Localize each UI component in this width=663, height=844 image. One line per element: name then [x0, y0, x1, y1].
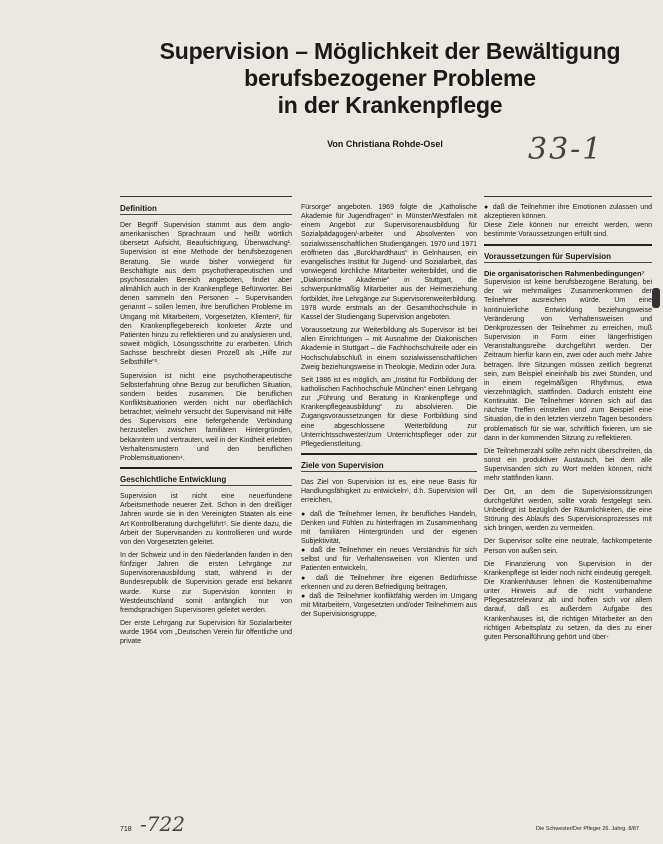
paragraph: Seit 1986 ist es möglich, am „Institut für Fortbildung der katholischen Fachhochschule München“ einen Lehrgang zur „Führung und Beratung in Krankenpflege und Krankenpflegeausbildung“ zu absolvieren. Die Zugangsvoraussetzungen für diese Fortbildung sind eine abgeschlossene Weiterbildung zur Unterrichtsschwester/zum Unterrichtspfleger oder zur Pflegedienstleitung. [301, 376, 477, 448]
title-line-2: berufsbezogener Probleme [244, 65, 536, 91]
paragraph: In der Schweiz und in den Niederlanden fanden in den fünfziger Jahren die ersten Lehrgänge zur Supervisorenausbildung statt, während in der Bundesrepublik die Supervision gerade erst bekannt wurde. Kurse zur Supervision konnten in Westdeutschland somit anfänglich nur von fremdsprachigen Supervisoren geleitet werden. [120, 552, 292, 614]
article-title [120, 38, 660, 119]
bullet-item: ● daß die Teilnehmer ihre eigenen Bedürfnisse erkennen und zu deren Befriedigung beitragen, [301, 574, 477, 591]
paragraph: Supervision ist nicht eine neuerfundene Arbeitsmethode neuerer Zeit. Schon in den dreißiger Jahren wurde sie in den Vereinigten Staaten als eine Art Kontrollberatung durchgeführt⁵. Sie diente dazu, die Arbeit der Supervisanden zu kontrollieren und wurde von den Vorgesetzten geleitet. [120, 493, 292, 546]
right-top-rule [484, 196, 652, 197]
divider [484, 262, 652, 263]
handwritten-page-number: -722 [140, 812, 185, 836]
journal-source: Die Schwester/Der Pfleger 26. Jahrg. 8/87 [536, 826, 640, 832]
divider [120, 467, 292, 469]
binding-mark [652, 288, 660, 308]
section-heading-history: Geschichtliche Entwicklung [120, 475, 227, 485]
paragraph: Supervision ist keine berufsbezogene Beratung, bei der wir mehrmaliges Zusammenkommen der Teilnehmer ausreichen würde. Um eine kontinuierliche Entwicklung beziehungsweise Veränderung von Verhaltensweisen und Denkprozessen der Teilnehmer zu erreichen, muß Supervision in Form einer längerfristigen Veranstaltungsreihe durchgeführt werden. Der Zeitraum hierfür kann ein, zwei oder auch mehr Jahre betragen. Ihre Sitzungen müssen zeitlich begrenzt sein, zum Beispiel eineinhalb bis zwei Stunden, und in einem regelmäßigen Rhythmus, etwa vierzehntäglich, stattfinden. Dadurch entsteht eine Kontinuität. Die Teilnehmer können sich auf das nächste Treffen einstellen und zum Beispiel eine Situation, die in den letzten vierzehn Tagen besonders problematisch für sie war, schriftlich fixieren, um sie dann in der kommenden Sitzung zu reflektieren. [484, 279, 652, 442]
section-heading-definition: Definition [120, 204, 157, 213]
divider [484, 244, 652, 246]
paragraph: Fürsorge“ angeboten. 1969 folgte die „Katholische Akademie für Jugendfragen“ in Münster/Westfalen mit einem Angebot zur Supervisorenausbildung für Sozialpädagogen/-arbeiter und Absolventen von sozialwissenschaftlichen Studiengängen. 1970 und 1971 eröffneten das „Burckhardthaus“ in Gelnhausen, ein evangelisches Institut für Jugend- und Sozialarbeit, das vorwiegend kirchliche Mitarbeiter weiterbildet, und die „Diakonische Akademie“ in Stuttgart, die schwerpunktmäßig Mitarbeiter aus der Heimerziehung fortbildet, ihre Lehrgänge zur Supervisorenweiterbildung. 1978 wurde erstmals an der Gesamthochschule in Kassel der Studiengang Supervision angeboten. [301, 204, 477, 321]
bullet-item: ● daß die Teilnehmer ihre Emotionen zulassen und akzeptieren können. [484, 204, 652, 221]
paragraph: Der Begriff Supervision stammt aus dem anglo-amerikanischen Sprachraum und heißt wörtlich übersetzt Aufsicht, Beaufsichtigung, Überwachung¹. Supervision ist eine Methode der berufsbezogenen Beratung. Sie wurde bisher vorwiegend für Beschäftigte aus dem psychotherapeutischen und psychosozialen Bereich angeboten, findet aber allmählich auch in der Krankenpflege Befürworter. Bei denen sammeln den Personen – Supervisanden genannt – sollen lernen, ihre beruflichen Probleme im Umgang mit Mitarbeitern, Vorgesetzten, Klienten², für den Krankenpflegebereich konkreter Ärzte und Patienten hinzu zu reflektieren und zu analysieren und, soweit möglich, Lösungsschritte zu erarbeiten. Ulrich Sachsse beschreibt diesen Prozeß als „Hilfe zur Selbsthilfe“³. [120, 222, 292, 367]
divider [301, 453, 477, 455]
paragraph: Diese Ziele können nur erreicht werden, wenn bestimmte Voraussetzungen erfüllt sind. [484, 222, 652, 239]
bullet-item: ● daß die Teilnehmer ein neues Verständnis für sich selbst und für Verhaltensweisen von Klienten und Patienten entwickeln, [301, 547, 477, 573]
paragraph: Der erste Lehrgang zur Supervision für Sozialarbeiter wurde 1964 vom „Deutschen Verein für öffentliche und private [120, 620, 292, 646]
middle-column [301, 203, 477, 619]
paragraph: Die Finanzierung von Supervision in der Krankenpflege ist leider noch nicht eindeutig geregelt. Die Krankenhäuser lehnen die Kostenübernahme unter Hinweis auf die nicht vorhandene Pflegesatzrelevanz ab und hoffen sich vor allem darauf, daß es außerdem Aufgabe des Krankenhauses ist, die richtigen Mitarbeiter an den richtigen Arbeitsplatz zu setzen, da dies zu einer guten Personalführung gehört und über- [484, 560, 652, 641]
left-top-rule [120, 196, 292, 197]
author-byline: Von Christiana Rohde-Osel [327, 139, 443, 149]
paragraph: Der Supervisor sollte eine neutrale, fachkompetente Person von außen sein. [484, 538, 652, 555]
title-line-1: Supervision – Möglichkeit der Bewältigung [159, 38, 621, 64]
subsection-heading: Die organisatorischen Rahmenbedingungen⁷ [484, 268, 645, 278]
right-column [484, 203, 652, 646]
bullet-item: ● daß die Teilnehmer konfliktfähig werden im Umgang mit Mitarbeitern, Vorgesetzten und/oder Teilnehmern aus der Supervisionsgruppe, [301, 592, 477, 619]
divider [120, 214, 292, 215]
title-line-3: in der Krankenpflege [277, 92, 503, 118]
divider [301, 471, 477, 472]
section-heading-prerequisites: Voraussetzungen für Supervision [484, 251, 611, 261]
bullet-item: ● daß die Teilnehmer lernen, ihr berufliches Handeln, Denken und Fühlen zu hinterfragen im Zusammenhang mit familiären Hintergründen und der eigenen Subjektivität, [301, 510, 477, 545]
handwritten-annotation: 33-1 [528, 132, 604, 167]
paragraph: Der Ort, an dem die Supervisionssitzungen durchgeführt werden, sollte vorab festgelegt sein. Unbedingt ist bezüglich der Räumlichkeiten, die eine Störung des Ablaufs des Supervisionsprozesses mit sich bringen, werden zu vermeiden. [484, 488, 652, 533]
section-heading-goals: Ziele von Supervision [301, 461, 384, 471]
paragraph: Supervision ist nicht eine psychotherapeutische Selbsterfahrung ohne Bezug zur beruflichen Situation, sondern beides zusammen. Die beruflichen Konfliktsituationen werden nicht nur oberflächlich betrachtet; vielmehr versucht der Supervisand mit Hilfe des Supervisors eine tiefergehende Verbindung herzustellen zwischen familiären Hintergründen, bekanntem und vertrauten, weil in der Kindheit erlebten Verhaltensmustern und den beruflichen Problemsituationen⁴. [120, 372, 292, 462]
paragraph: Die Teilnehmerzahl sollte zehn nicht überschreiten, da sonst ein produktiver Austausch, bei dem alle Supervisanden sich zu Wort melden können, nicht mehr stattfinden kann. [484, 447, 652, 483]
left-column [120, 204, 292, 651]
page-number: 718 [120, 826, 132, 833]
paragraph: Voraussetzung zur Weiterbildung als Supervisor ist bei allen Einrichtungen – mit Ausnahme der Diakonischen Akademie in Stuttgart – die Fachhochschulreife oder ein Hochschulabschluß in einem sozialwissenschaftlichen Zweig beziehungsweise in Theologie, Medizin oder Jura. [301, 327, 477, 371]
paragraph: Das Ziel von Supervision ist es, eine neue Basis für Handlungsfähigkeit zu entwickeln⁶, d.h. Supervision will erreichen, [301, 479, 477, 505]
divider [120, 485, 292, 486]
